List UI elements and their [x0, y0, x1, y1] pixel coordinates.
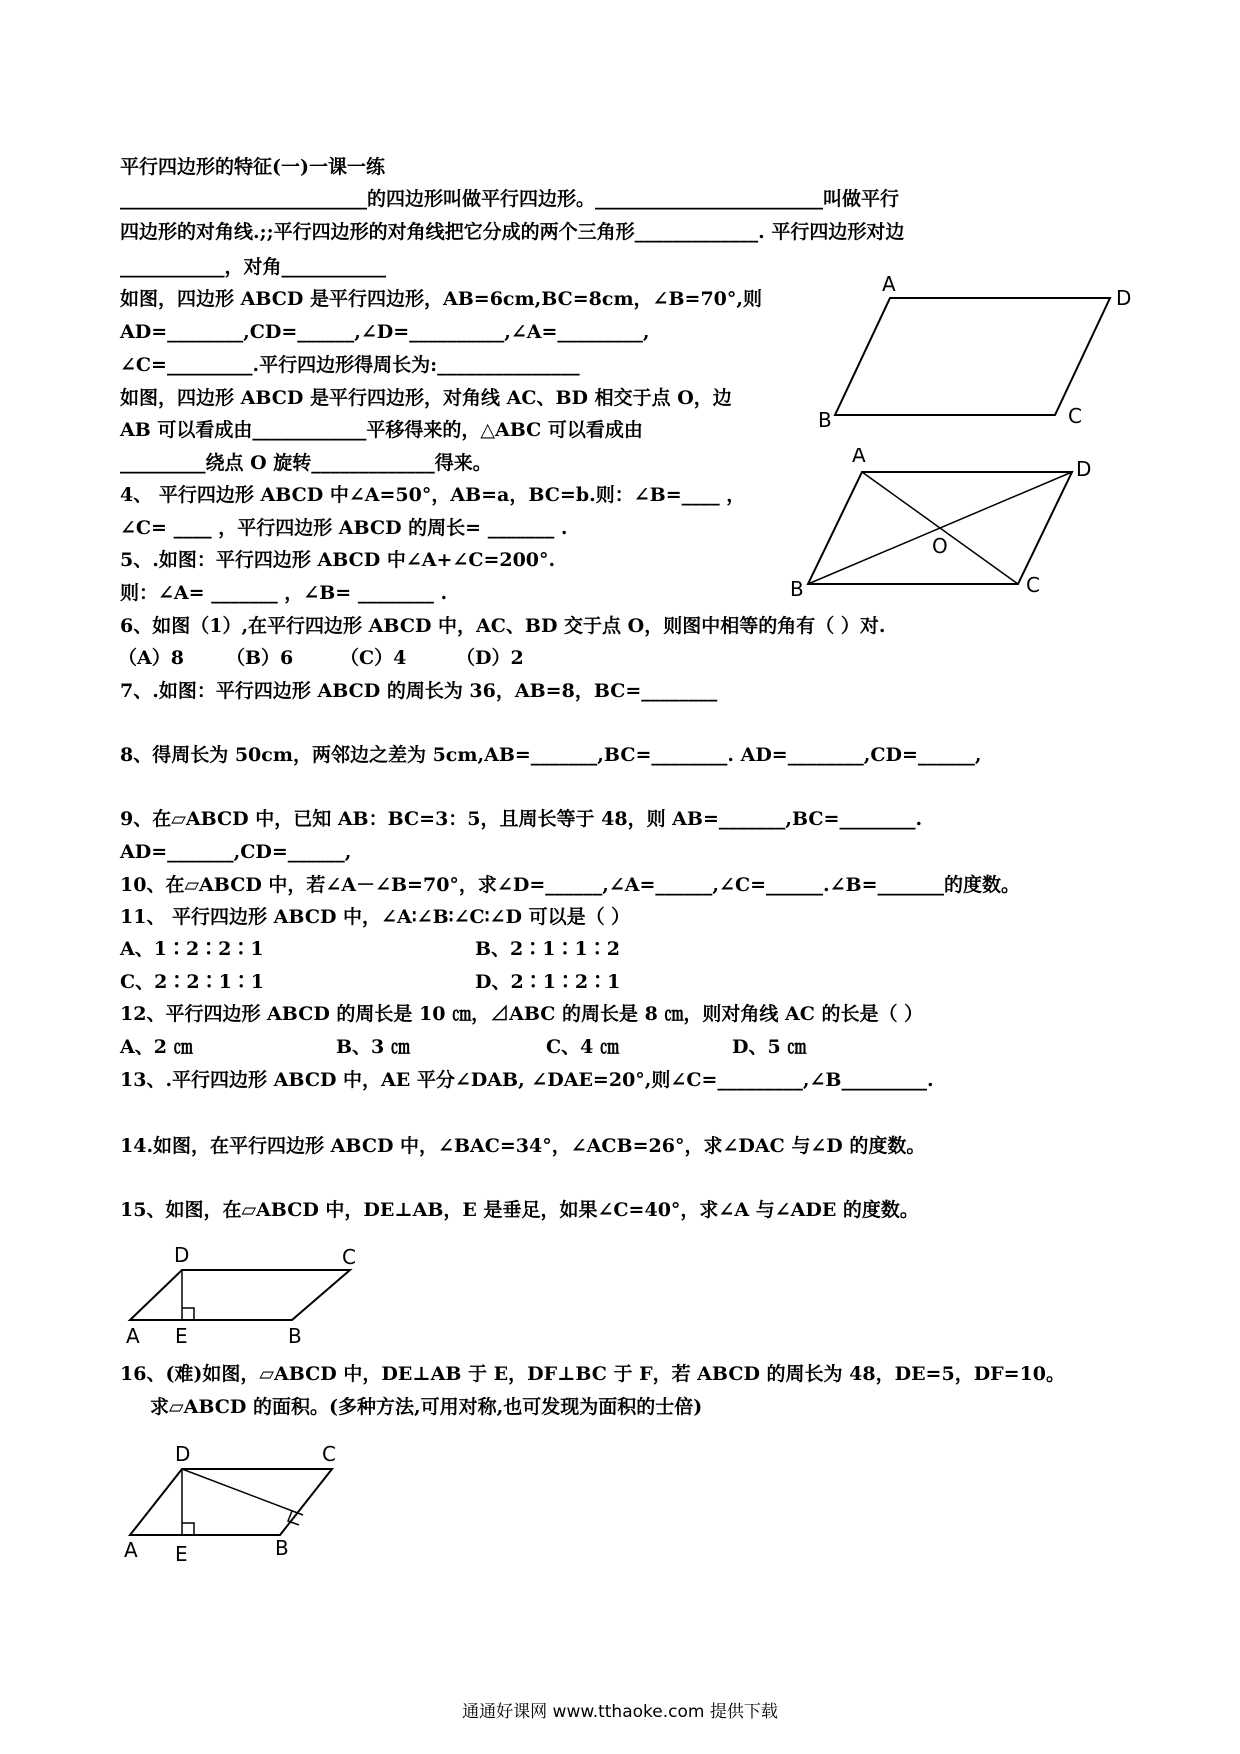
parallelogram-figure-1	[810, 265, 1140, 435]
parallelogram-figure-3	[120, 1240, 370, 1350]
q11-option-b: B、2∶1∶1∶2	[475, 938, 620, 960]
text-line: 5、.如图：平行四边形 ABCD 中∠A+∠C=200°.	[120, 549, 556, 571]
vertex-label-c: C	[342, 1245, 356, 1269]
vertex-label-d: D	[1116, 286, 1132, 310]
text-line: 8、得周长为 50cm，两邻边之差为 5cm,AB=_______,BC=________. AD=________,CD=______,	[120, 744, 982, 766]
text-line: ∠C=_________.平行四边形得周长为:_______________	[120, 354, 580, 376]
text-line: AB 可以看成由____________平移得来的，△ABC 可以看成由	[120, 419, 643, 441]
vertex-label-a: A	[882, 272, 896, 296]
text-line: 如图，四边形 ABCD 是平行四边形，对角线 AC、BD 相交于点 O，边	[120, 387, 732, 409]
parallelogram-shape	[130, 1469, 332, 1535]
text-line: 9、在▱ABCD 中，已知 AB：BC=3：5，且周长等于 48，则 AB=_______,BC=________.	[120, 808, 923, 830]
q11-option-d: D、2∶1∶2∶1	[475, 971, 621, 993]
vertex-label-b: B	[288, 1324, 302, 1348]
vertex-label-d: D	[174, 1243, 190, 1267]
text-line: 则：∠A= _______ ，∠B= ________ .	[120, 582, 448, 604]
altitude-df	[182, 1469, 303, 1515]
foot-label-e: E	[175, 1324, 188, 1348]
text-line: _________绕点 O 旋转_____________得来。	[120, 452, 492, 474]
center-label-o: O	[932, 534, 948, 558]
text-line: 6、如图（1）,在平行四边形 ABCD 中，AC、BD 交于点 O，则图中相等的角有（ ）对.	[120, 615, 886, 637]
worksheet-title: 平行四边形的特征(一)一课一练	[120, 156, 385, 178]
q12-option-b: B、3 ㎝	[336, 1036, 410, 1058]
text-line: 13、.平行四边形 ABCD 中，AE 平分∠DAB, ∠DAE=20°,则∠C=_________,∠B_________.	[120, 1069, 934, 1091]
vertex-label-a: A	[124, 1538, 138, 1562]
q6-option-c: （C）4	[340, 647, 407, 669]
text-line: __________________________的四边形叫做平行四边形。________________________叫做平行	[120, 188, 900, 210]
text-line: 11、 平行四边形 ABCD 中，∠A∶∠B∶∠C∶∠D 可以是（ ）	[120, 906, 631, 928]
text-line: 如图，四边形 ABCD 是平行四边形，AB=6cm,BC=8cm，∠B=70°,则	[120, 288, 763, 310]
q12-option-c: C、4 ㎝	[546, 1036, 619, 1058]
text-line: 16、(难)如图，▱ABCD 中，DE⊥AB 于 E，DF⊥BC 于 F，若 ABCD 的周长为 48，DE=5，DF=10。	[120, 1363, 1066, 1385]
text-line: 7、.如图：平行四边形 ABCD 的周长为 36，AB=8，BC=________	[120, 680, 718, 702]
q6-option-d: （D）2	[456, 647, 524, 669]
vertex-label-b: B	[818, 408, 832, 432]
vertex-label-d: D	[1076, 457, 1092, 481]
text-line: 14.如图，在平行四边形 ABCD 中，∠BAC=34°，∠ACB=26°，求∠DAC 与∠D 的度数。	[120, 1135, 926, 1157]
q12-option-d: D、5 ㎝	[732, 1036, 807, 1058]
foot-label-e: E	[175, 1542, 188, 1566]
vertex-label-c: C	[1026, 573, 1040, 597]
parallelogram-shape	[835, 298, 1110, 415]
text-line: 10、在▱ABCD 中，若∠A－∠B=70°，求∠D=______,∠A=______,∠C=______.∠B=_______的度数。	[120, 874, 1021, 896]
q6-option-b: （B）6	[226, 647, 294, 669]
vertex-label-a: A	[852, 448, 866, 467]
parallelogram-figure-4	[120, 1435, 370, 1570]
parallelogram-shape	[130, 1270, 350, 1320]
vertex-label-b: B	[790, 577, 804, 601]
text-line: ∠C= ____ ，平行四边形 ABCD 的周长= _______ .	[120, 517, 568, 539]
vertex-label-d: D	[175, 1442, 191, 1466]
vertex-label-c: C	[1068, 404, 1082, 428]
parallelogram-figure-2	[790, 448, 1110, 608]
text-line: 12、平行四边形 ABCD 的周长是 10 ㎝，⊿ABC 的周长是 8 ㎝，则对角线 AC 的长是（ ）	[120, 1003, 924, 1025]
text-line: 求▱ABCD 的面积。(多种方法,可用对称,也可发现为面积的士倍)	[150, 1396, 703, 1418]
q11-option-c: C、2∶2∶1∶1	[120, 971, 265, 993]
text-line: 四边形的对角线.;;平行四边形的对角线把它分成的两个三角形_____________. 平行四边形对边	[120, 221, 905, 243]
q12-option-a: A、2 ㎝	[120, 1036, 193, 1058]
text-line: 15、如图，在▱ABCD 中，DE⊥AB，E 是垂足，如果∠C=40°，求∠A 与∠ADE 的度数。	[120, 1199, 919, 1221]
right-angle-mark	[182, 1523, 194, 1535]
text-line: AD=________,CD=______,∠D=__________,∠A=_________,	[120, 321, 650, 343]
text-line: AD=_______,CD=______,	[120, 841, 352, 863]
diagonal-bd	[808, 472, 1072, 584]
q11-option-a: A、1∶2∶2∶1	[120, 938, 264, 960]
text-line: 4、 平行四边形 ABCD 中∠A=50°，AB=a，BC=b.则：∠B=____ ，	[120, 484, 746, 506]
vertex-label-c: C	[322, 1442, 336, 1466]
vertex-label-a: A	[126, 1324, 140, 1348]
vertex-label-b: B	[275, 1536, 289, 1560]
q6-option-a: （A）8	[118, 647, 184, 669]
text-line: ___________，对角___________	[120, 256, 387, 278]
right-angle-mark	[182, 1308, 194, 1320]
page-footer: 通通好课网 www.tthaoke.com 提供下载	[462, 1702, 778, 1722]
